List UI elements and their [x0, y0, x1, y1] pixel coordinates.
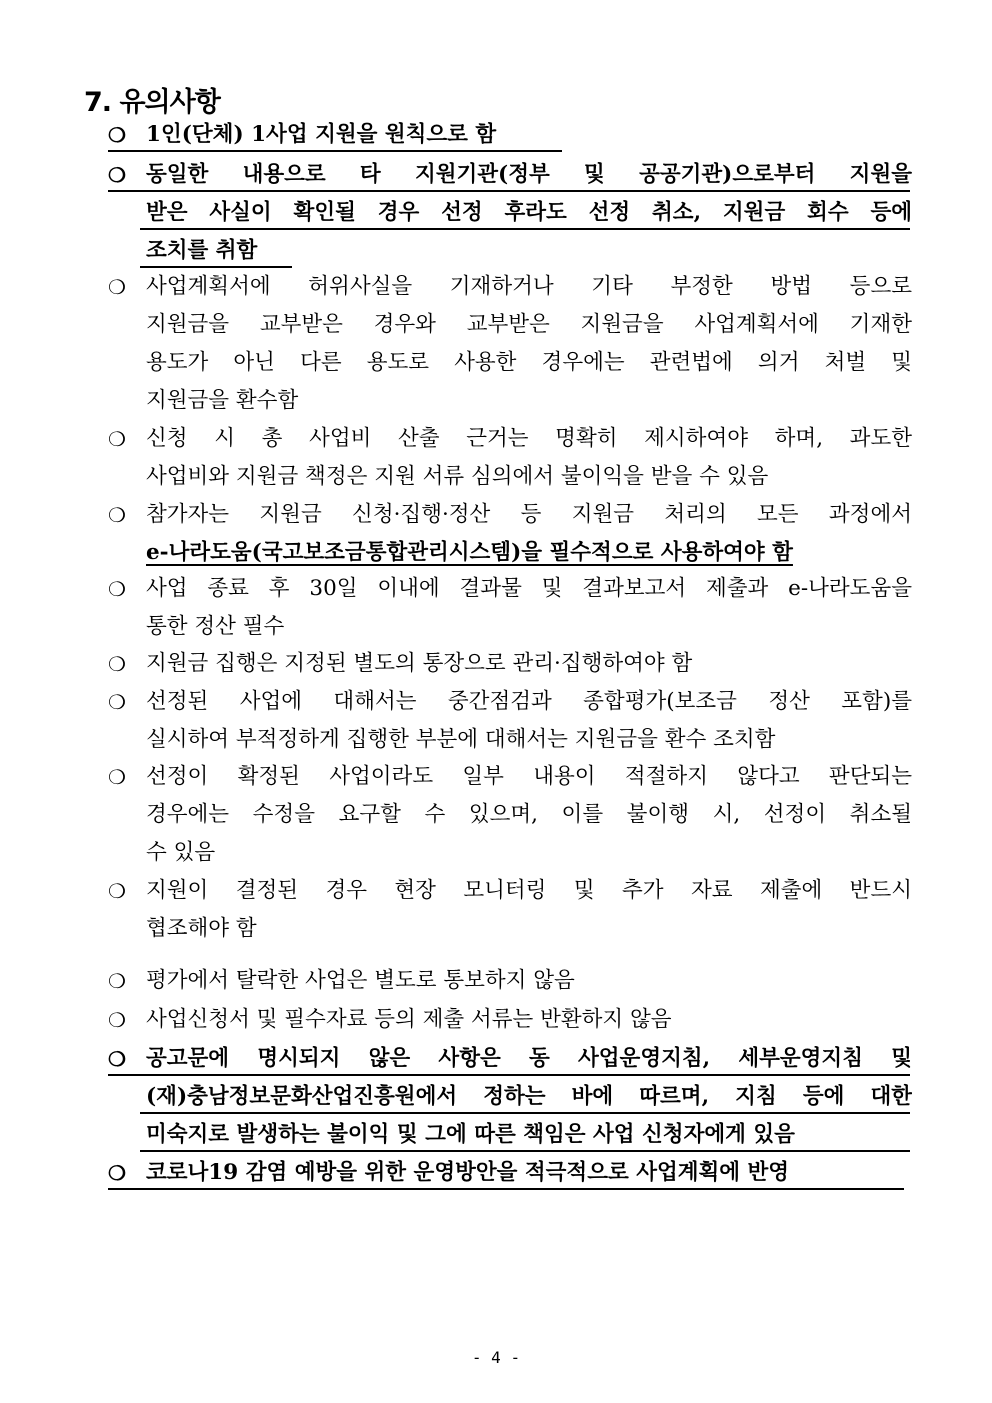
notice-item — [108, 645, 912, 683]
underline-rule — [140, 1112, 910, 1114]
notice-item — [108, 872, 912, 948]
bullet-icon: ❍ — [108, 1008, 126, 1032]
underline-rule — [140, 1150, 910, 1152]
notice-item — [108, 962, 912, 1000]
notice-line: 1인(단체) 1사업 지원을 원칙으로 함 — [146, 122, 497, 147]
notice-line: 경우에는 수정을 요구할 수 있으며, 이를 불이행 시, 선정이 취소될 — [146, 802, 912, 827]
bullet-icon: ❍ — [108, 577, 126, 601]
notice-line: 신청 시 총 사업비 산출 근거는 명확히 제시하여야 하며, 과도한 — [146, 426, 912, 451]
bullet-icon: ❍ — [108, 163, 126, 187]
bullet-icon: ❍ — [108, 879, 126, 903]
underline-rule — [140, 228, 910, 230]
notice-line: 조치를 취함 — [146, 238, 258, 263]
notice-line: 선정이 확정된 사업이라도 일부 내용이 적절하지 않다고 판단되는 — [146, 764, 912, 789]
notice-line: 미숙지로 발생하는 불이익 및 그에 따른 책임은 사업 신청자에게 있음 — [146, 1122, 795, 1147]
notice-item — [108, 758, 912, 872]
bullet-icon: ❍ — [108, 503, 126, 527]
notice-line: 사업신청서 및 필수자료 등의 제출 서류는 반환하지 않음 — [146, 1007, 672, 1032]
notice-line: 지원금을 교부받은 경우와 교부받은 지원금을 사업계획서에 기재한 — [146, 312, 912, 337]
bullet-icon: ❍ — [108, 275, 126, 299]
notice-line: 실시하여 부적정하게 집행한 부분에 대해서는 지원금을 환수 조치함 — [146, 727, 776, 752]
notice-item — [108, 683, 912, 759]
notice-line: 공고문에 명시되지 않은 사항은 동 사업운영지침, 세부운영지침 및 — [146, 1046, 912, 1071]
page-number: - 4 - — [471, 1348, 521, 1367]
notice-line: (재)충남정보문화산업진흥원에서 정하는 바에 따르며, 지침 등에 대한 — [146, 1084, 912, 1109]
notice-item — [108, 420, 912, 496]
bullet-icon: ❍ — [108, 123, 126, 147]
notice-line: 사업 종료 후 30일 이내에 결과물 및 결과보고서 제출과 e-나라도움을 — [146, 576, 912, 601]
underline-rule — [140, 266, 292, 268]
underline-rule — [108, 1188, 904, 1190]
notice-line: 수 있음 — [146, 840, 216, 865]
notice-line: e-나라도움(국고보조금통합관리시스템)을 필수적으로 사용하여야 함 — [146, 540, 793, 565]
notice-line: 용도가 아닌 다른 용도로 사용한 경우에는 관련법에 의거 처벌 및 — [146, 350, 912, 375]
section-title: 7. 유의사항 — [84, 87, 220, 118]
notice-line: 지원이 결정된 경우 현장 모니터링 및 추가 자료 제출에 반드시 — [146, 878, 912, 903]
notice-item — [108, 496, 912, 572]
notice-line: 통한 정산 필수 — [146, 614, 285, 639]
notice-item — [108, 1154, 912, 1192]
underline-rule — [108, 1074, 910, 1076]
notice-item — [108, 116, 912, 154]
underline-rule — [108, 190, 910, 192]
notice-line: 사업비와 지원금 책정은 지원 서류 심의에서 불이익을 받을 수 있음 — [146, 464, 769, 489]
notice-line: 지원금 집행은 지정된 별도의 통장으로 관리·집행하여야 함 — [146, 651, 693, 676]
bullet-icon: ❍ — [108, 652, 126, 676]
notice-line: 참가자는 지원금 신청·집행·정산 등 지원금 처리의 모든 과정에서 — [146, 502, 912, 527]
notice-line: 코로나19 감염 예방을 위한 운영방안을 적극적으로 사업계획에 반영 — [146, 1160, 790, 1185]
underline-rule — [108, 150, 562, 152]
notice-item — [108, 268, 912, 420]
bullet-icon: ❍ — [108, 1047, 126, 1071]
notice-line: 평가에서 탈락한 사업은 별도로 통보하지 않음 — [146, 968, 575, 993]
bullet-icon: ❍ — [108, 1161, 126, 1185]
notice-item — [108, 570, 912, 646]
bullet-icon: ❍ — [108, 427, 126, 451]
notice-line: 협조해야 함 — [146, 916, 257, 941]
bullet-icon: ❍ — [108, 765, 126, 789]
bullet-icon: ❍ — [108, 969, 126, 993]
notice-item — [108, 156, 912, 270]
notice-line: 지원금을 환수함 — [146, 388, 299, 413]
notice-line: 사업계획서에 허위사실을 기재하거나 기타 부정한 방법 등으로 — [146, 274, 912, 299]
notice-line: 동일한 내용으로 타 지원기관(정부 및 공공기관)으로부터 지원을 — [146, 162, 912, 187]
notice-line: 선정된 사업에 대해서는 중간점검과 종합평가(보조금 정산 포함)를 — [146, 689, 912, 714]
notice-item — [108, 1040, 912, 1154]
notice-line: 받은 사실이 확인될 경우 선정 후라도 선정 취소, 지원금 회수 등에 — [146, 200, 912, 225]
notice-item — [108, 1001, 912, 1039]
bullet-icon: ❍ — [108, 690, 126, 714]
